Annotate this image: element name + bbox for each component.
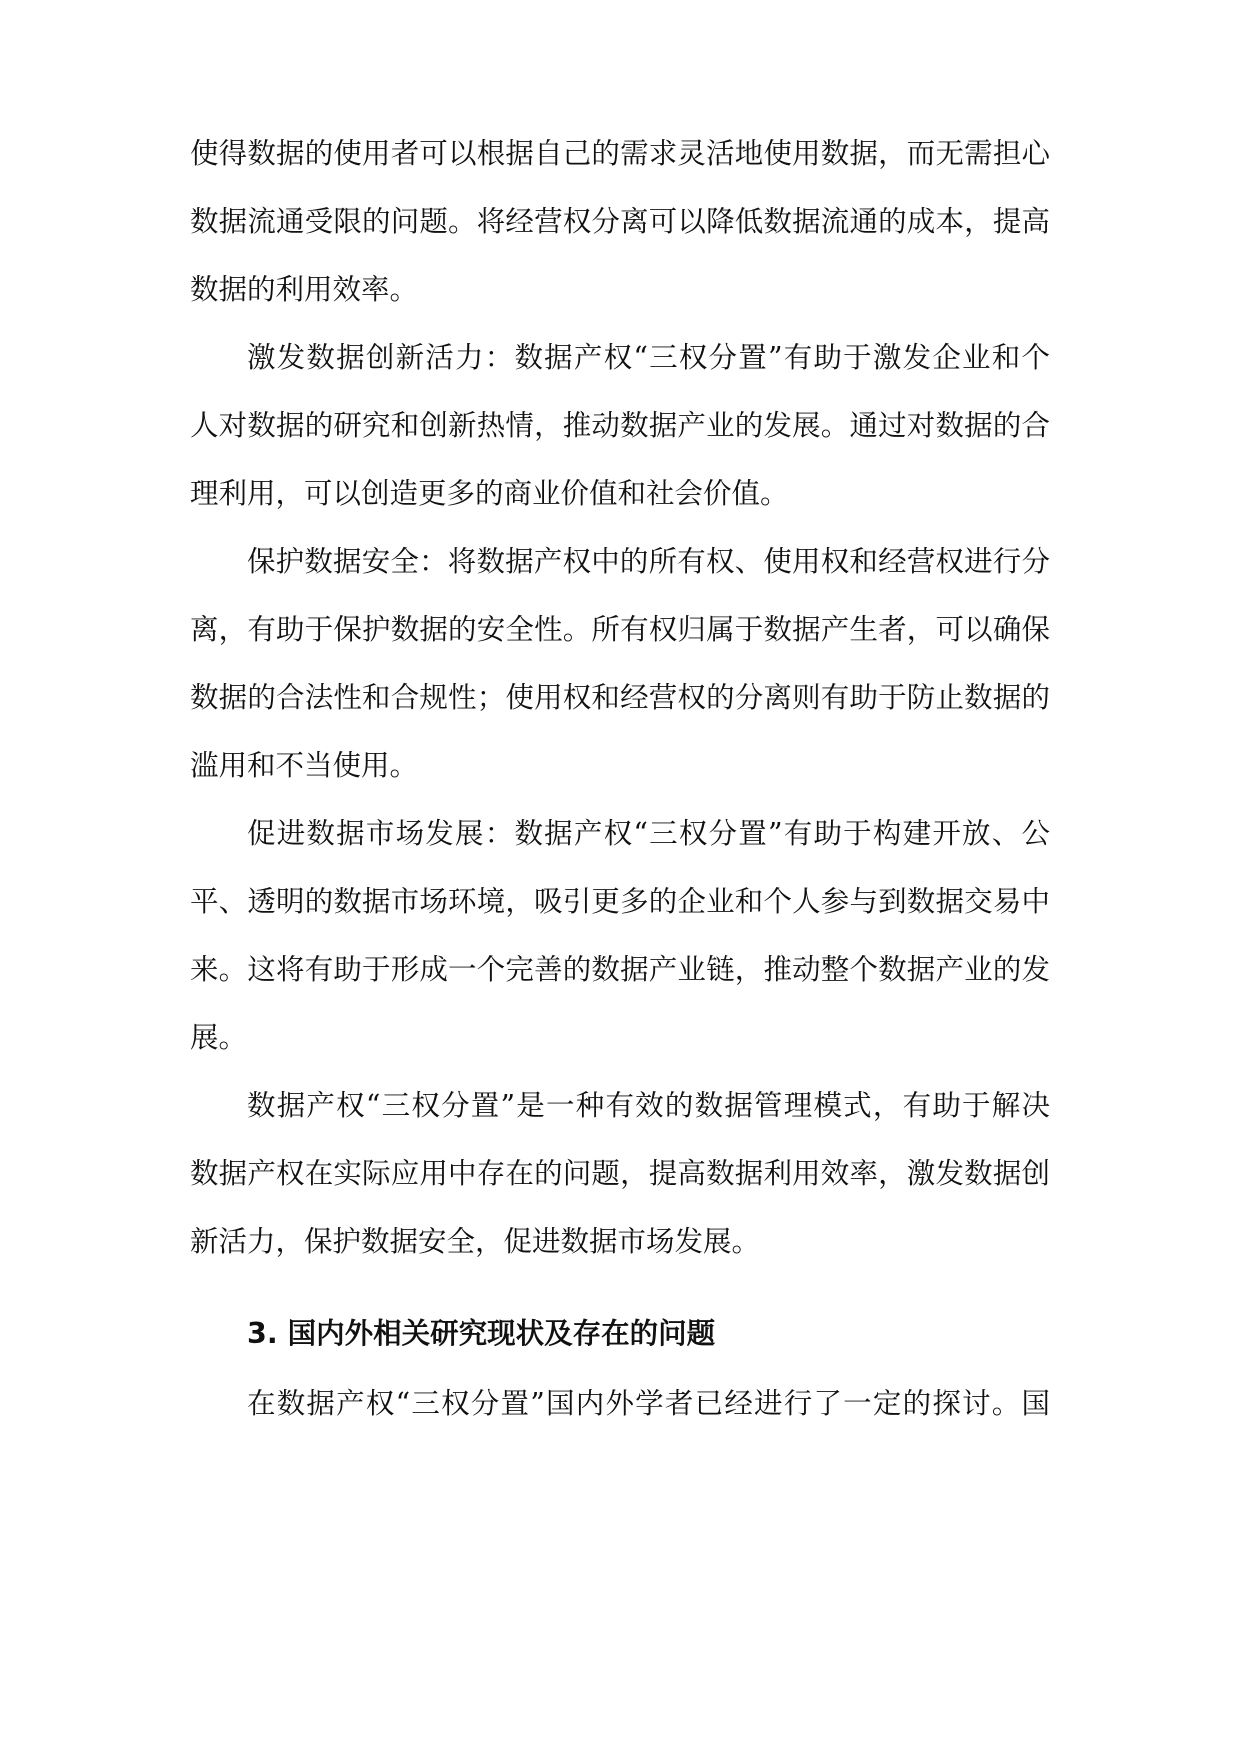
paragraph-1-line-3: 数据的利用效率。 xyxy=(190,273,419,306)
paragraph-5-line-2: 数据产权在实际应用中存在的问题，提高数据利用效率，激发数据创 xyxy=(190,1157,1050,1190)
paragraph-4-line-3: 来。这将有助于形成一个完善的数据产业链，推动整个数据产业的发 xyxy=(190,953,1050,986)
paragraph-6-line-1: 在数据产权“三权分置”国内外学者已经进行了一定的探讨。国 xyxy=(247,1387,1050,1420)
paragraph-1-line-1: 使得数据的使用者可以根据自己的需求灵活地使用数据，而无需担心 xyxy=(190,137,1050,170)
paragraph-3-line-2: 离，有助于保护数据的安全性。所有权归属于数据产生者，可以确保 xyxy=(190,613,1050,646)
paragraph-4-line-4: 展。 xyxy=(190,1021,248,1054)
paragraph-3-line-4: 滥用和不当使用。 xyxy=(190,749,419,782)
section-heading: 3. 国内外相关研究现状及存在的问题 xyxy=(247,1317,716,1350)
paragraph-3-line-1: 保护数据安全：将数据产权中的所有权、使用权和经营权进行分 xyxy=(247,545,1050,578)
paragraph-4-line-2: 平、透明的数据市场环境，吸引更多的企业和个人参与到数据交易中 xyxy=(190,885,1050,918)
paragraph-5-line-3: 新活力，保护数据安全，促进数据市场发展。 xyxy=(190,1225,761,1258)
paragraph-2-line-2: 人对数据的研究和创新热情，推动数据产业的发展。通过对数据的合 xyxy=(190,409,1050,442)
paragraph-3-line-3: 数据的合法性和合规性；使用权和经营权的分离则有助于防止数据的 xyxy=(190,681,1050,714)
paragraph-1-line-2: 数据流通受限的问题。将经营权分离可以降低数据流通的成本，提高 xyxy=(190,205,1050,238)
paragraph-2-line-3: 理利用，可以创造更多的商业价值和社会价值。 xyxy=(190,477,789,510)
paragraph-2-line-1: 激发数据创新活力：数据产权“三权分置”有助于激发企业和个 xyxy=(247,341,1050,374)
paragraph-4-line-1: 促进数据市场发展：数据产权“三权分置”有助于构建开放、公 xyxy=(247,817,1050,850)
paragraph-5-line-1: 数据产权“三权分置”是一种有效的数据管理模式，有助于解决 xyxy=(247,1089,1050,1122)
